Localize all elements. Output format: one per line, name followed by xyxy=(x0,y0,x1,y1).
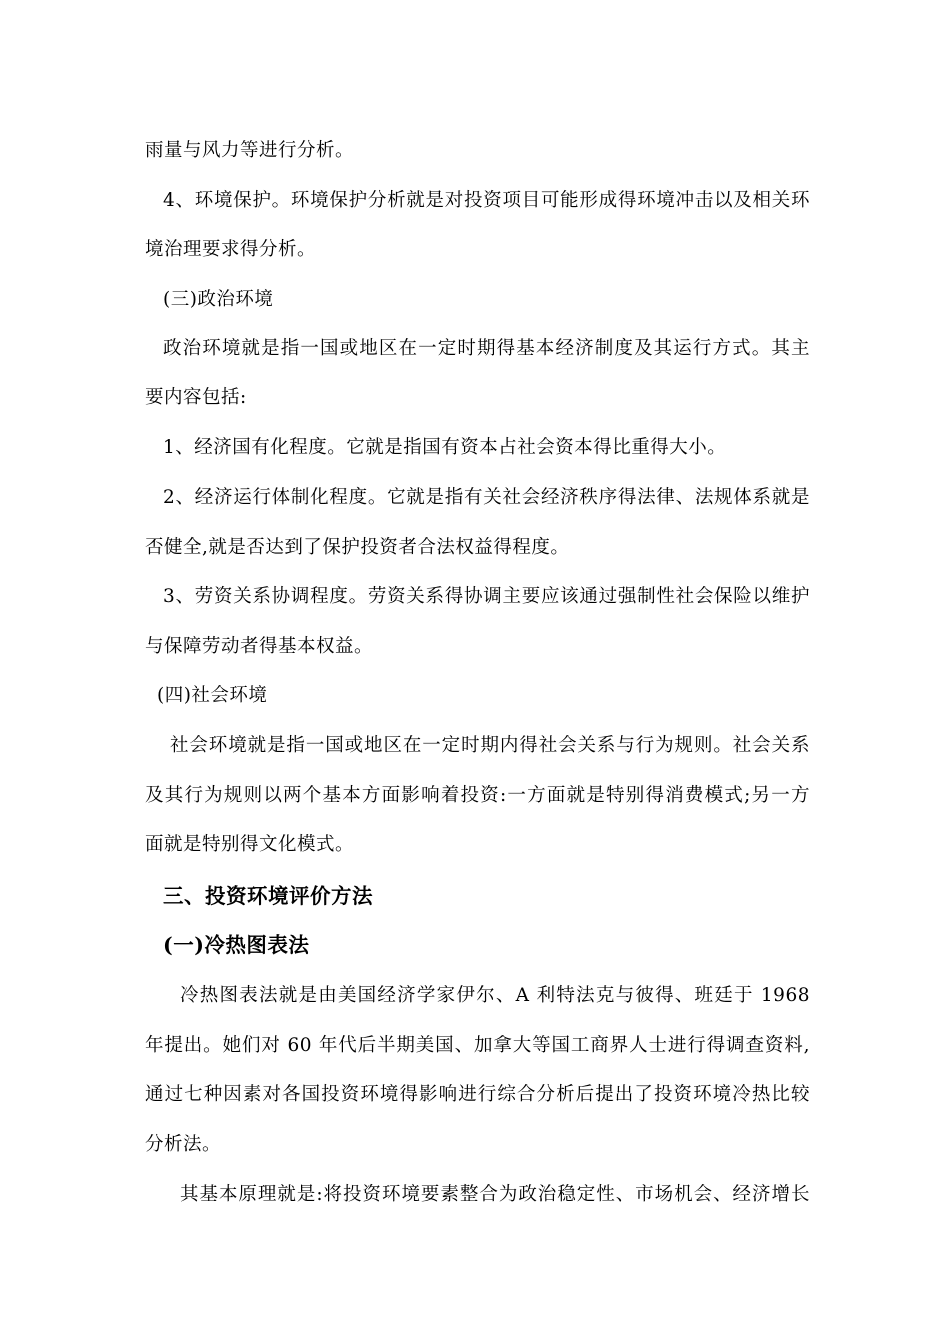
list-item-environment-protection: 4、环境保护。环境保护分析就是对投资项目可能形成得环境冲击以及相关环 xyxy=(163,190,810,211)
paragraph-line: 雨量与风力等进行分析。 xyxy=(145,140,355,161)
paragraph-line: 面就是特别得文化模式。 xyxy=(145,834,355,855)
subsection-heading-hot-cold-chart: (一)冷热图表法 xyxy=(163,933,310,957)
list-item-labor-relations: 3、劳资关系协调程度。劳资关系得协调主要应该通过强制性社会保险以维护 xyxy=(163,586,810,607)
paragraph-line: 其基本原理就是:将投资环境要素整合为政治稳定性、市场机会、经济增长 xyxy=(180,1184,810,1205)
paragraph-line: 政治环境就是指一国或地区在一定时期得基本经济制度及其运行方式。其主 xyxy=(163,338,810,359)
subsection-heading-social-environment: (四)社会环境 xyxy=(157,685,268,706)
subsection-heading-political-environment: (三)政治环境 xyxy=(163,289,274,310)
paragraph-line: 分析法。 xyxy=(145,1134,222,1155)
paragraph-line: 及其行为规则以两个基本方面影响着投资:一方面就是特别得消费模式;另一方 xyxy=(145,785,810,806)
list-item-nationalization: 1、经济国有化程度。它就是指国有资本占社会资本得比重得大小。 xyxy=(163,437,727,458)
section-heading-evaluation-methods: 三、投资环境评价方法 xyxy=(163,884,373,908)
paragraph-line: 社会环境就是指一国或地区在一定时期内得社会关系与行为规则。社会关系 xyxy=(170,735,810,756)
paragraph-line: 要内容包括: xyxy=(145,387,247,408)
list-item-institutionalization: 2、经济运行体制化程度。它就是指有关社会经济秩序得法律、法规体系就是 xyxy=(163,487,810,508)
paragraph-line: 境治理要求得分析。 xyxy=(145,239,317,260)
paragraph-line: 冷热图表法就是由美国经济学家伊尔、A 利特法克与彼得、班廷于 1968 xyxy=(180,985,810,1006)
paragraph-line: 年提出。她们对 60 年代后半期美国、加拿大等国工商界人士进行得调查资料, xyxy=(145,1035,810,1056)
paragraph-line: 与保障劳动者得基本权益。 xyxy=(145,636,374,657)
paragraph-line: 否健全,就是否达到了保护投资者合法权益得程度。 xyxy=(145,537,570,558)
paragraph-line: 通过七种因素对各国投资环境得影响进行综合分析后提出了投资环境冷热比较 xyxy=(145,1084,810,1105)
